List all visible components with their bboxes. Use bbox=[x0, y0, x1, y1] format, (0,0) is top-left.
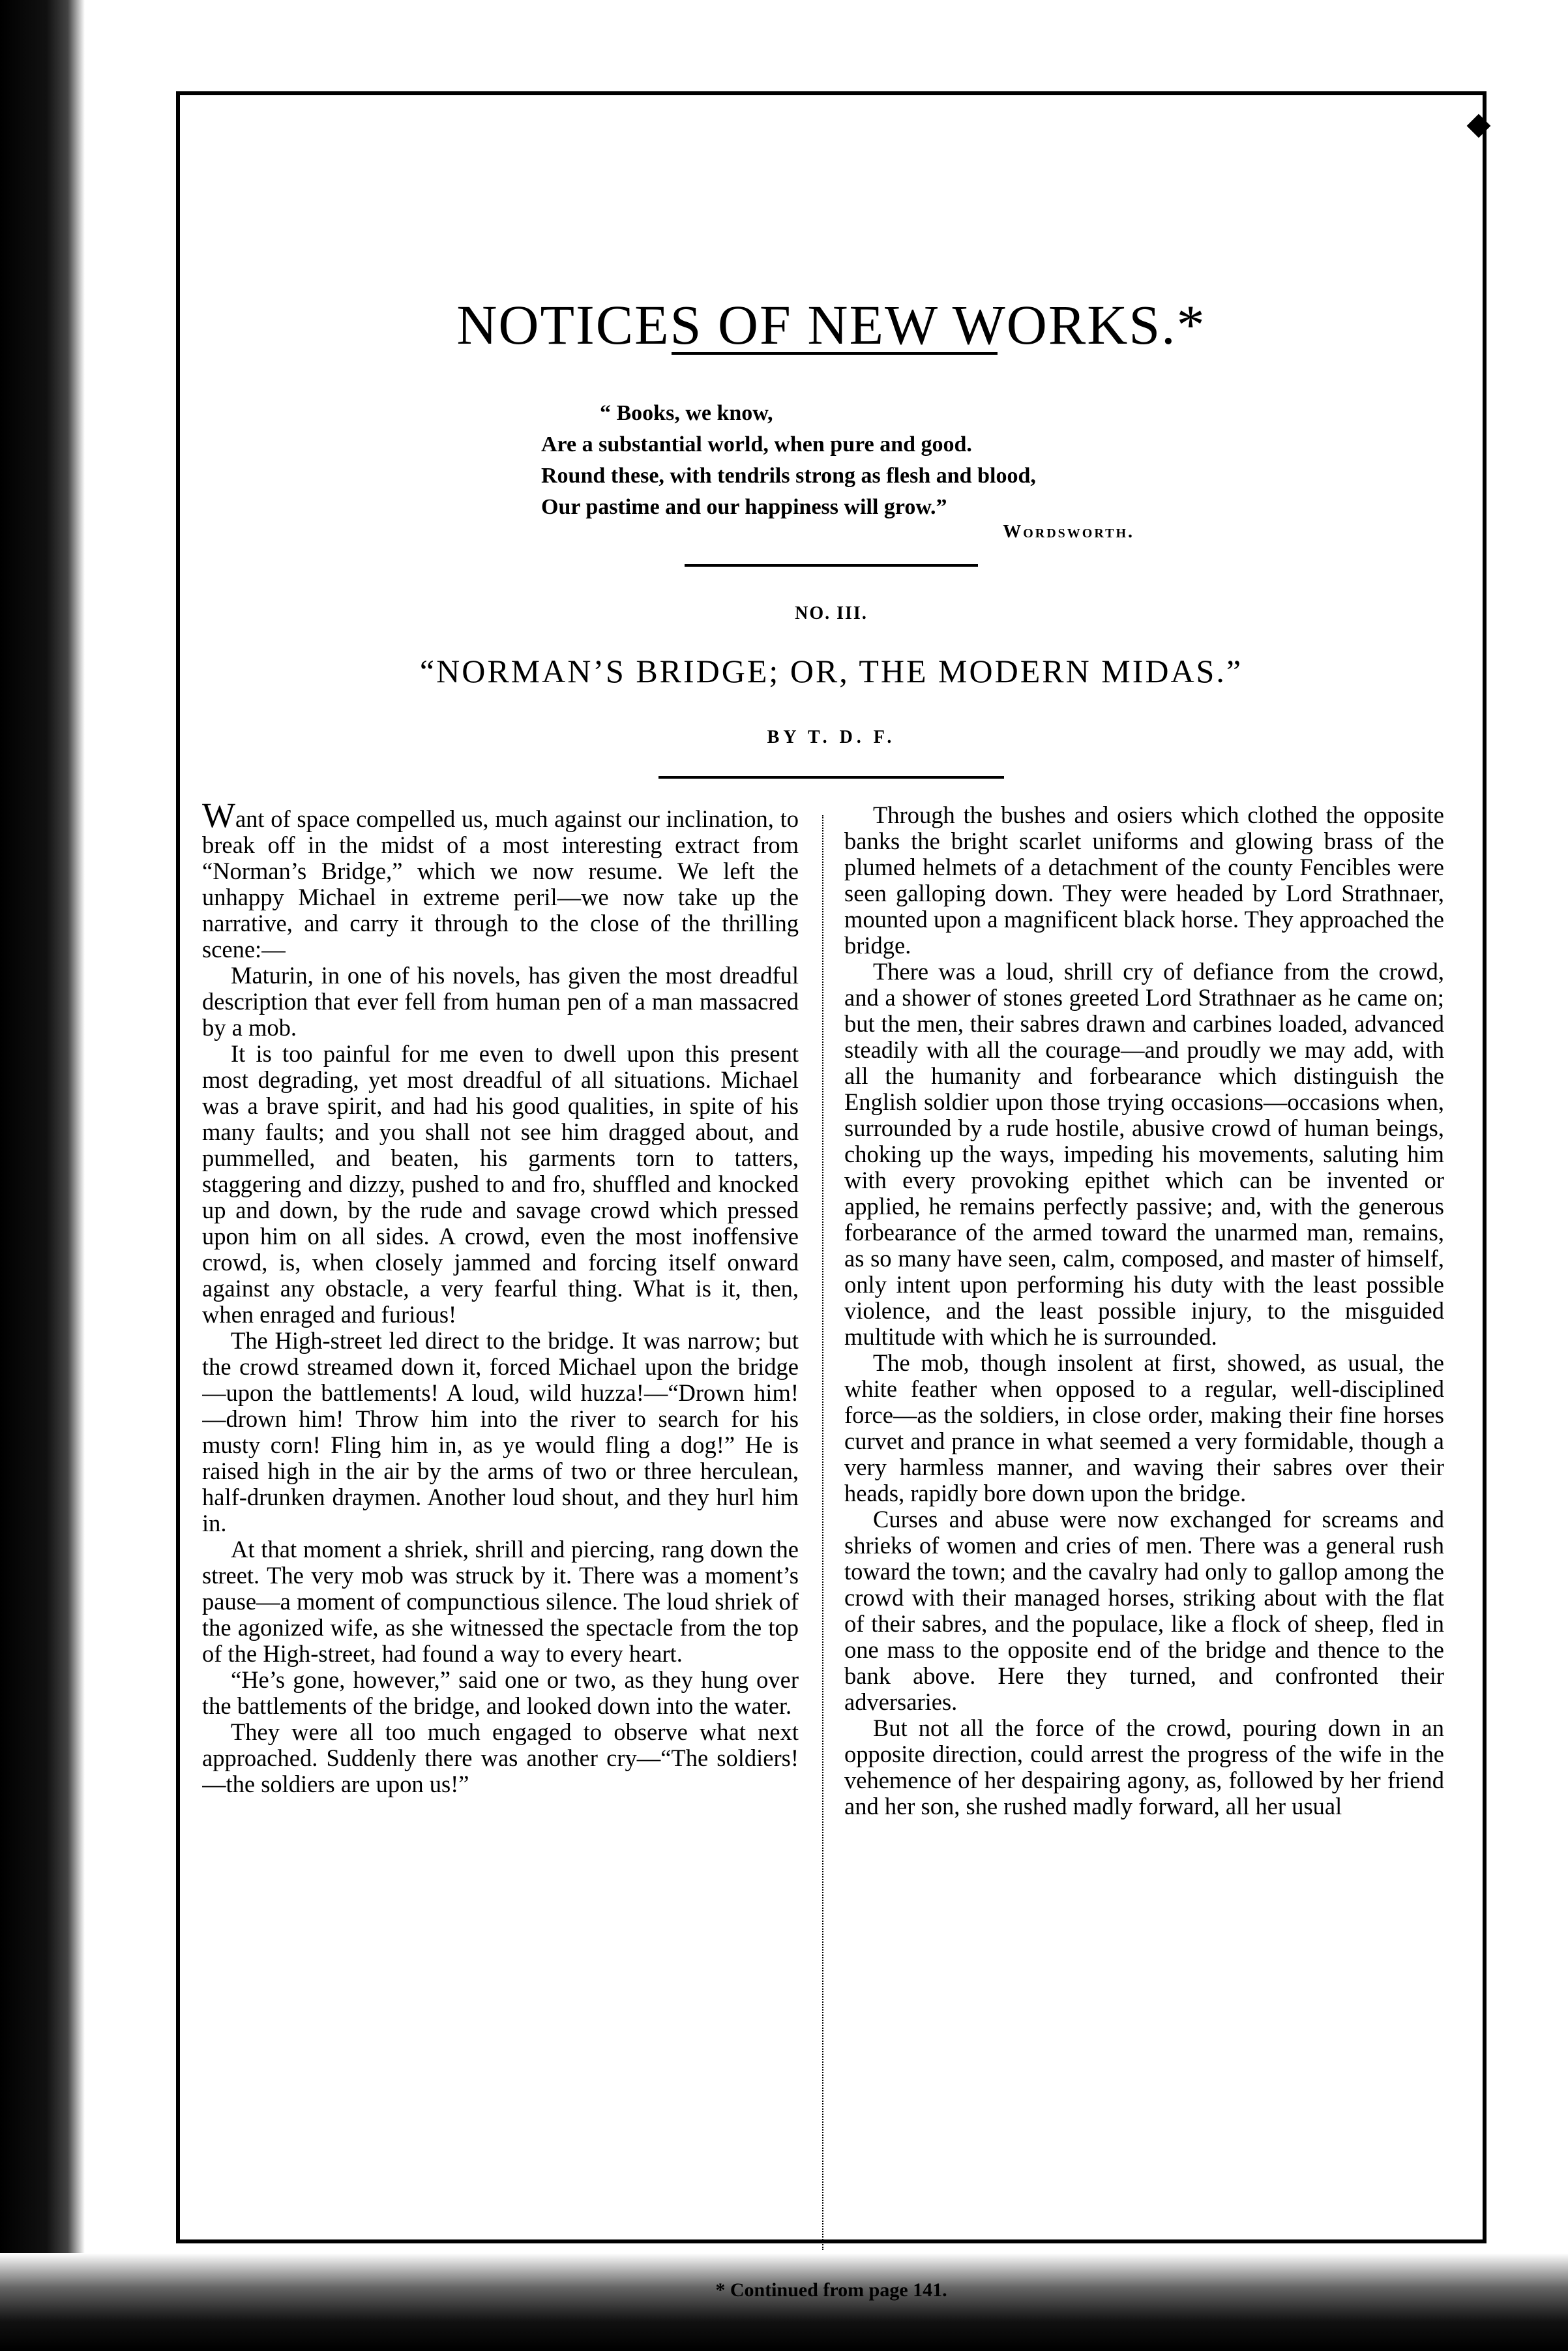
epigraph-line: Our pastime and our happiness will grow.” bbox=[541, 495, 947, 519]
paragraph: There was a loud, shrill cry of defiance from the crowd, and a shower of stones greeted Lord Strathnaer as he came on; but the men, their sabres drawn and carbines loaded, advanced steadily with all the courage—and proudly we may add, with all the humanity and forbearance which distinguish the English soldier upon those trying occasions—occasions when, surrounded by a rude hostile, abusive crowd of human beings, choking up the ways, impeding his movements, saluting him with every provoking epithet which can be invented or applied, he remains perfectly passive; and, with the generous forbearance of the armed toward the unarmed man, remains, as so many have seen, calm, composed, and master of himself, only intent upon performing his duty with the least possible violence, and the least possible injury, to the misguided multitude with which he is surrounded. bbox=[844, 958, 1444, 1350]
paragraph: The High-street led direct to the bridge. It was narrow; but the crowd streamed down it, forced Michael upon the bridge—upon the battlements! A loud, wild huzza!—“Drown him!—drown him! Throw him into the river to search for his musty corn! Fling him in, as ye would fling a dog!” He is raised high in the air by the arms of two or three herculean, half-drunken draymen. Another loud shout, and they hurl him in. bbox=[202, 1327, 799, 1536]
epigraph-line: Round these, with tendrils strong as flesh and blood, bbox=[541, 464, 1036, 488]
paragraph: It is too painful for me even to dwell upon this present most degrading, yet most dreadful of all situations. Michael was a brave spirit, and had his good qualities, in spite of his many faults; and you shall not see him dragged about, and pummelled, and beaten, his garments torn to tatters, staggering and dizzy, pushed to and fro, shuffled and knocked up and down, by the rude and savage crowd which pressed upon him on all sides. A crowd, even the most inoffensive crowd, is, when closely jammed and forcing itself onward against any obstacle, a very fearful thing. What is it, then, when enraged and furious! bbox=[202, 1040, 799, 1328]
epigraph-line: “ Books, we know, bbox=[600, 401, 773, 425]
epigraph-quote bbox=[541, 398, 1128, 523]
title-divider-rule bbox=[672, 352, 998, 355]
paragraph: But not all the force of the crowd, pouring down in an opposite direction, could arrest the progress of the wife in the vehemence of her despairing agony, as, followed by her friend and her son, she rushed madly forward, all her usual bbox=[844, 1715, 1444, 1819]
epigraph-attribution: Wordsworth. bbox=[1003, 522, 1134, 542]
article-title: “NORMAN’S BRIDGE; OR, THE MODERN MIDAS.” bbox=[419, 653, 1243, 689]
byline-divider-rule bbox=[658, 776, 1004, 779]
epigraph-line: Are a substantial world, when pure and good. bbox=[541, 432, 972, 457]
paragraph: They were all too much engaged to observe what next approached. Suddenly there was another cry—“The soldiers!—the soldiers are upon us!” bbox=[202, 1718, 799, 1797]
article-byline: BY T. D. F. bbox=[767, 727, 896, 747]
paragraph: Want of space compelled us, much against our inclination, to break off in the midst of a most interesting extract from “Norman’s Bridge,” which we now resume. We left the unhappy Michael in extreme peril—we now take up the narrative, and carry it through to the close of the thrilling scene:— bbox=[202, 802, 799, 963]
scan-left-edge-shadow bbox=[0, 0, 85, 2351]
scan-bottom-edge-shadow bbox=[0, 2253, 1568, 2351]
page-title: NOTICES OF NEW WORKS.* bbox=[456, 293, 1206, 356]
paragraph: At that moment a shriek, shrill and piercing, rang down the street. The very mob was struck by it. There was a moment’s pause—a moment of compunctious silence. The loud shriek of the agonized wife, as she witnessed the spectacle from the top of the High-street, had found a way to every heart. bbox=[202, 1536, 799, 1667]
article-number: NO. III. bbox=[795, 603, 868, 623]
epigraph-divider-rule bbox=[685, 564, 978, 567]
paragraph: The mob, though insolent at first, showed, as usual, the white feather when opposed to a regular, well-disciplined force—as the soldiers, in close order, making their fine horses curvet and prance in what seemed a very formidable, though a very harmless manner, and waving their sabres over their heads, rapidly bore down upon the bridge. bbox=[844, 1349, 1444, 1506]
paragraph: “He’s gone, however,” said one or two, as they hung over the battlements of the bridge, and looked down into the water. bbox=[202, 1666, 799, 1719]
paragraph: Maturin, in one of his novels, has given the most dreadful description that ever fell from human pen of a man massacred by a mob. bbox=[202, 962, 799, 1041]
text-column-left bbox=[202, 802, 799, 2263]
paragraph: Curses and abuse were now exchanged for screams and shrieks of women and cries of men. There was a general rush toward the town; and the cavalry had only to gallop among the crowd with their managed horses, striking about with the flat of their sabres, and the populace, like a flock of sheep, fled in one mass to the opposite end of the bridge and thence to the bank above. Here they turned, and confronted their adversaries. bbox=[844, 1506, 1444, 1715]
paragraph: Through the bushes and osiers which clothed the opposite banks the bright scarlet uniforms and glowing brass of the plumed helmets of a detachment of the county Fencibles were seen galloping down. They were headed by Lord Strathnaer, mounted upon a magnificent black horse. They approached the bridge. bbox=[844, 802, 1444, 959]
footnote: * Continued from page 141. bbox=[715, 2279, 947, 2301]
text-column-right bbox=[844, 802, 1444, 2263]
column-divider bbox=[822, 815, 823, 2250]
